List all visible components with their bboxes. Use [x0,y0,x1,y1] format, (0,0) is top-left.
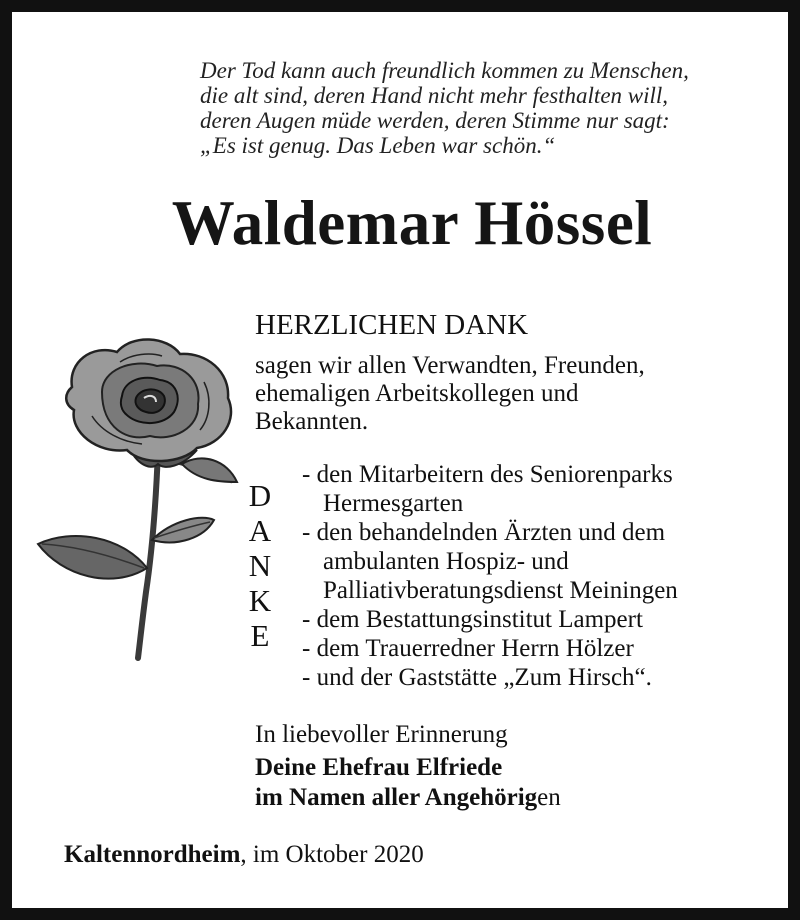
danke-letter: A [248,513,272,548]
thanks-item: - dem Bestattungsinstitut Lampert [302,606,643,633]
signature-line [255,783,561,813]
quote-line: die alt sind, deren Hand nicht mehr festhalten will, [200,83,669,108]
thanks-list [302,460,792,692]
signature-block [255,753,561,813]
danke-vertical [240,478,280,653]
danke-letter: K [248,583,272,618]
danke-letter: E [250,618,270,653]
place-date [64,840,424,870]
memory-line: In liebevoller Erinnerung [255,721,508,748]
intro-text [255,352,775,436]
signature-rest-part: en [537,784,561,811]
thanks-item: - den Mitarbeitern des Seniorenparks [302,461,673,488]
quote-line: Der Tod kann auch freundlich kommen zu Menschen, [200,58,689,83]
intro-line: ehemaligen Arbeitskollegen und [255,380,579,407]
signature-bold-part: im Namen aller Angehörig [255,784,538,811]
thanks-heading: HERZLICHEN DANK [255,309,529,341]
danke-letter: D [248,478,272,513]
deceased-name: Waldemar Hössel [171,188,653,258]
place-name: Kaltennordheim [64,841,241,868]
intro-line: sagen wir allen Verwandten, Freunden, [255,352,645,379]
quote-block [200,58,780,158]
quote-line: „Es ist genug. Das Leben war schön.“ [200,133,556,158]
quote-line: deren Augen müde werden, deren Stimme nur sagt: [200,108,670,133]
date-text: , im Oktober 2020 [240,841,424,868]
thanks-item-continued: ambulanten Hospiz- und [323,548,569,575]
signature-line: Deine Ehefrau Elfriede [255,754,503,781]
thanks-item-continued: Palliativberatungsdienst Meiningen [323,577,678,604]
thanks-item-continued: Hermesgarten [323,490,464,517]
thanks-item: - und der Gaststätte „Zum Hirsch“. [302,664,652,691]
danke-letter: N [248,548,272,583]
rose-icon [32,332,242,662]
thanks-item: - den behandelnden Ärzten und dem [302,519,666,546]
thanks-item: - dem Trauerredner Herrn Hölzer [302,635,634,662]
intro-line: Bekannten. [255,408,369,435]
